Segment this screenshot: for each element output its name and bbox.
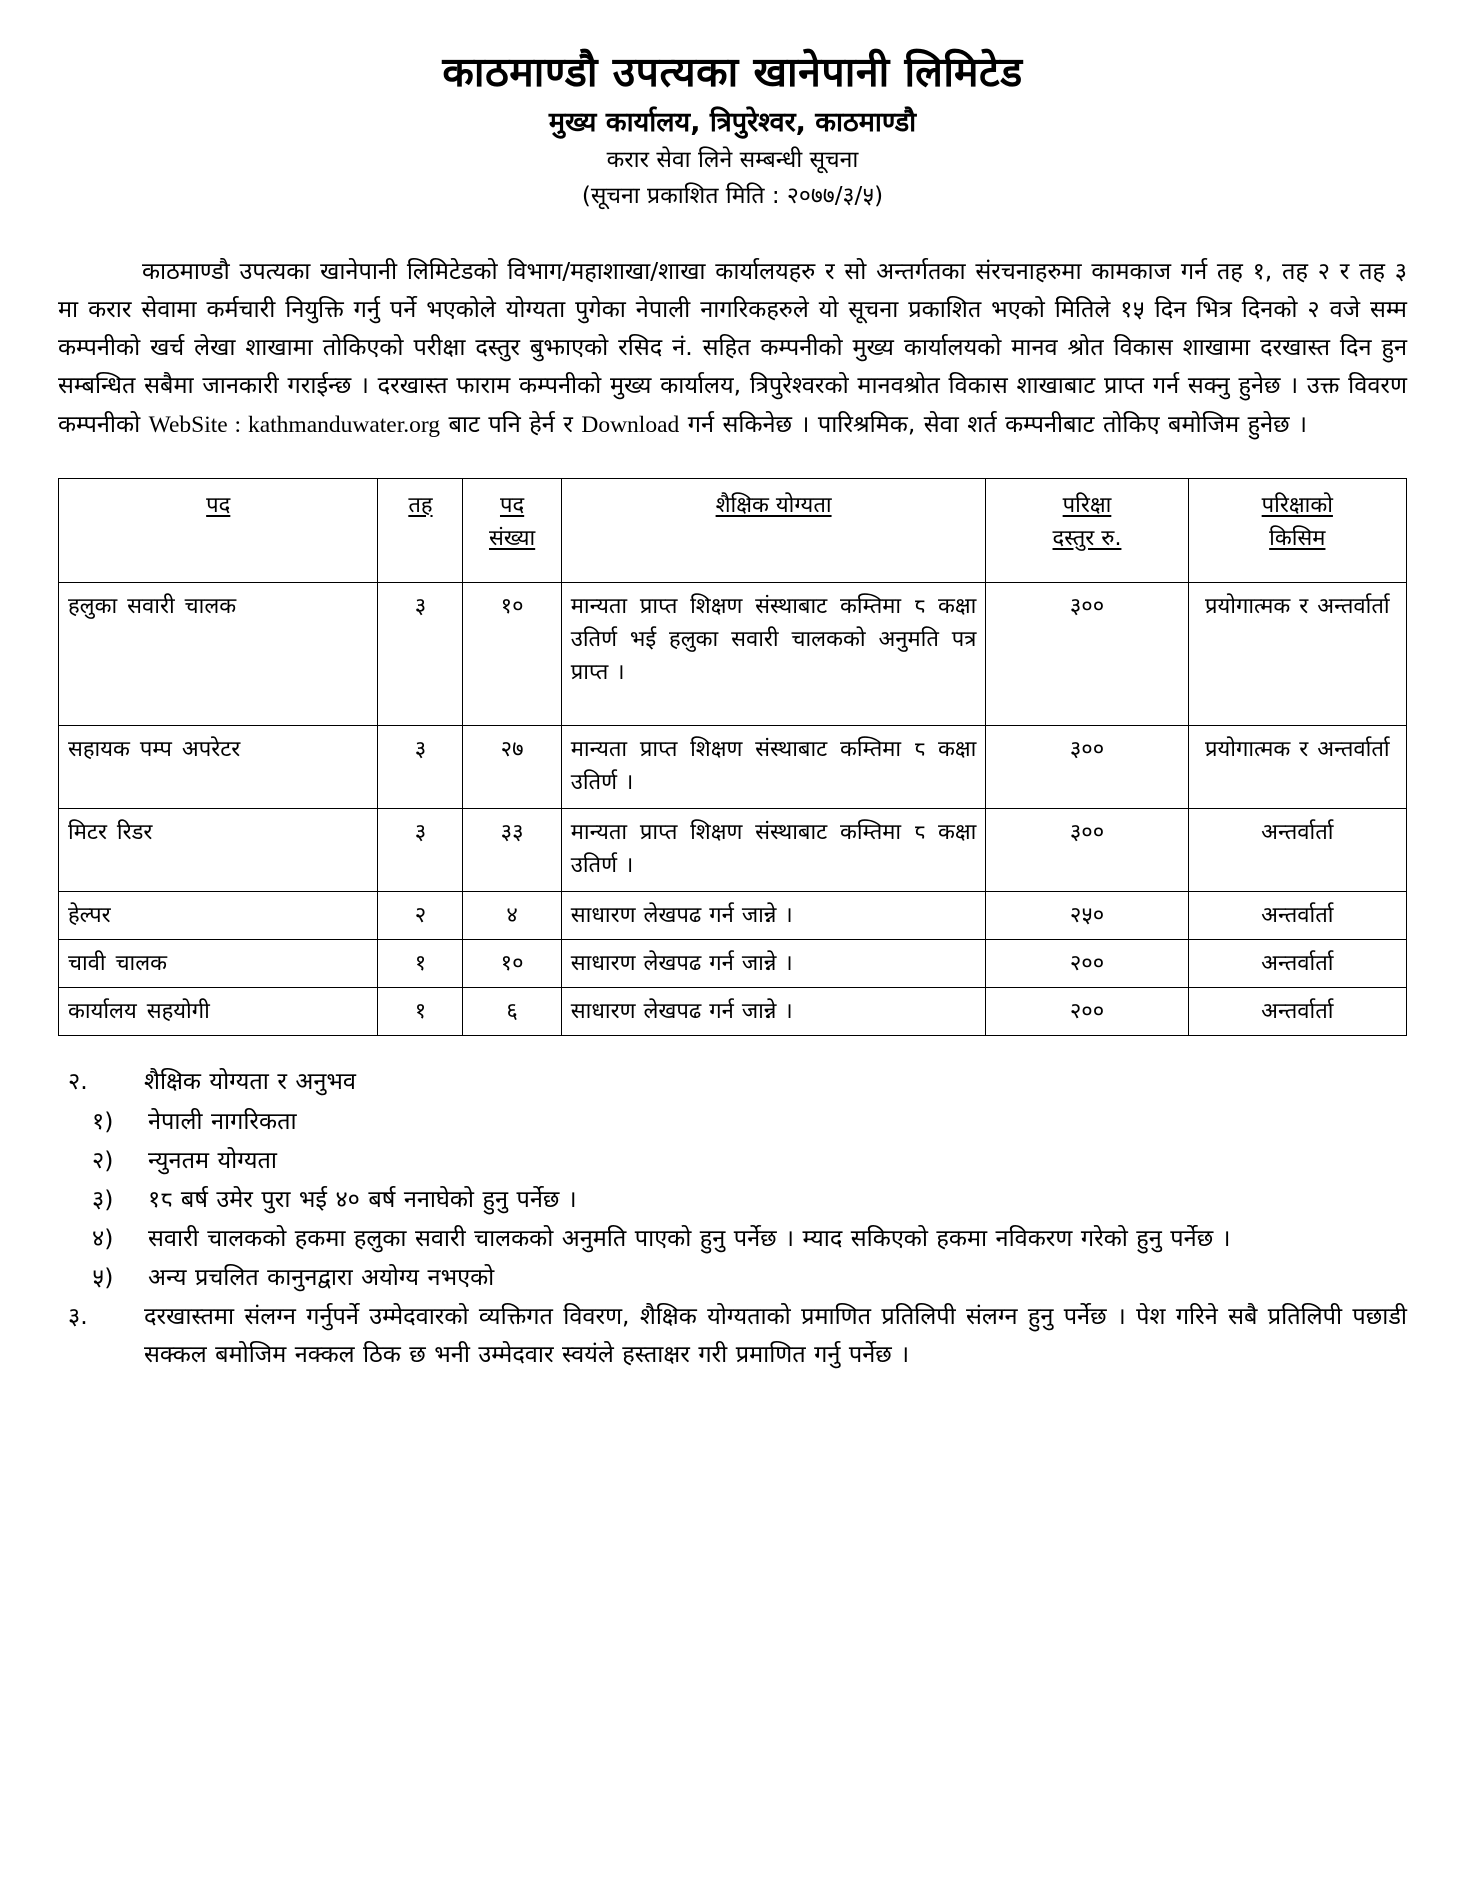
header-post-count: [463, 478, 561, 582]
clause-text: शैक्षिक योग्यता र अनुभव: [144, 1066, 356, 1095]
document-header: [58, 48, 1407, 212]
cell-qualification: साधारण लेखपढ गर्न जान्ने ।: [561, 987, 986, 1035]
header-qualification-label: शैक्षिक योग्यता: [715, 492, 832, 518]
vacancy-table-header: [59, 478, 1407, 582]
cell-post: सहायक पम्प अपरेटर: [59, 725, 378, 808]
sub-clause-number: २): [92, 1145, 114, 1174]
table-header-row: [59, 478, 1407, 582]
cell-level: १: [378, 939, 463, 987]
sub-clause-text: १८ बर्ष उमेर पुरा भई ४० बर्ष ननाघेको हुनु पर्नेछ ।: [148, 1184, 577, 1213]
clause-number: २.: [68, 1066, 88, 1095]
cell-level: ३: [378, 808, 463, 891]
sub-clause-number: ३): [92, 1184, 114, 1213]
header-exam-type-line1: परिक्षाको: [1261, 492, 1333, 518]
cell-exam-type: प्रयोगात्मक र अन्तर्वार्ता: [1188, 725, 1406, 808]
cell-post-count: १०: [463, 582, 561, 725]
head-office-line: मुख्य कार्यालय, त्रिपुरेश्वर, काठमाण्डौ: [548, 107, 917, 139]
sub-clause-text: न्युनतम योग्यता: [148, 1145, 277, 1174]
header-post-count-line1: पद: [499, 492, 525, 518]
intro-text-part-1: काठमाण्डौ उपत्यका खानेपानी लिमिटेडको विभाग/महाशाखा/शाखा कार्यालयहरु र सो अन्तर्गतका संरचनाहरुमा कामकाज गर्न तह १, तह २ र तह ३ मा करार सेवामा कर्मचारी नियुक्ति गर्नु पर्ने भएकोले योग्यता पुगेका नेपाली नागरिकहरुले यो सूचना प्रकाशित भएको मितिले १५ दिन भित्र दिनको २ वजे सम्म कम्पनीको खर्च लेखा शाखामा तोकिएको परीक्षा दस्तुर बुझाएको रसिद नं. सहित कम्पनीको मुख्य कार्यालयको मानव श्रोत विकास शाखामा दरखास्त दिन हुन सम्बन्धित सबैमा जानकारी गराईन्छ । दरखास्त फाराम कम्पनीको मुख्य कार्यालय, त्रिपुरेश्वरको मानवश्रोत विकास शाखाबाट प्राप्त गर्न सक्नु हुनेछ । उक्त विवरण कम्पनीको: [58, 257, 1407, 438]
cell-qualification: साधारण लेखपढ गर्न जान्ने ।: [561, 891, 986, 939]
cell-qualification: साधारण लेखपढ गर्न जान्ने ।: [561, 939, 986, 987]
header-qualification: [561, 478, 986, 582]
intro-paragraph: [58, 252, 1407, 443]
website-link-text: WebSite : kathmanduwater.org: [148, 411, 441, 438]
cell-post-count: २७: [463, 725, 561, 808]
clause-item-2: [58, 1062, 1407, 1100]
cell-post: मिटर रिडर: [59, 808, 378, 891]
clause-2-sub-list: [58, 1102, 1407, 1296]
header-exam-type: [1188, 478, 1406, 582]
cell-exam-fee: २००: [986, 939, 1188, 987]
sub-clause-item: [58, 1102, 1407, 1140]
sub-clause-item: [58, 1258, 1407, 1296]
header-exam-fee-line1: परिक्षा: [1062, 492, 1112, 518]
cell-level: ३: [378, 725, 463, 808]
cell-exam-type: अन्तर्वार्ता: [1188, 987, 1406, 1035]
cell-qualification: मान्यता प्राप्त शिक्षण संस्थाबाट कम्तिमा ८ कक्षा उतिर्ण भई हलुका सवारी चालकको अनुमति पत्र प्राप्त ।: [561, 582, 986, 725]
sub-clause-item: [58, 1141, 1407, 1179]
sub-clause-number: १): [92, 1106, 114, 1135]
table-row: [59, 891, 1407, 939]
cell-exam-fee: ३००: [986, 725, 1188, 808]
cell-exam-fee: २५०: [986, 891, 1188, 939]
header-exam-fee: [986, 478, 1188, 582]
cell-exam-type: अन्तर्वार्ता: [1188, 808, 1406, 891]
cell-exam-fee: ३००: [986, 582, 1188, 725]
cell-post: चावी चालक: [59, 939, 378, 987]
header-post: [59, 478, 378, 582]
cell-post-count: ६: [463, 987, 561, 1035]
sub-clause-number: ५): [92, 1262, 114, 1291]
table-row: [59, 939, 1407, 987]
intro-text-part-2: बाट पनि हेर्न र: [440, 409, 582, 438]
table-row: [59, 582, 1407, 725]
intro-text-part-3: गर्न सकिनेछ । पारिश्रमिक, सेवा शर्त कम्पनीबाट तोकिए बमोजिम हुनेछ ।: [679, 409, 1308, 438]
sub-clause-text: अन्य प्रचलित कानुनद्वारा अयोग्य नभएको: [148, 1262, 495, 1291]
cell-qualification: मान्यता प्राप्त शिक्षण संस्थाबाट कम्तिमा ८ कक्षा उतिर्ण ।: [561, 808, 986, 891]
download-word: Download: [581, 411, 680, 438]
header-post-count-line2: संख्या: [488, 525, 536, 551]
cell-exam-fee: ३००: [986, 808, 1188, 891]
notice-kind-line: करार सेवा लिने सम्बन्धी सूचना: [606, 147, 859, 174]
cell-post-count: ४: [463, 891, 561, 939]
published-date-line: (सूचना प्रकाशित मिति : २०७७/३/५): [581, 183, 884, 210]
cell-exam-type: अन्तर्वार्ता: [1188, 891, 1406, 939]
cell-level: १: [378, 987, 463, 1035]
vacancy-table-body: [59, 582, 1407, 1035]
cell-exam-fee: २००: [986, 987, 1188, 1035]
cell-exam-type: अन्तर्वार्ता: [1188, 939, 1406, 987]
organization-title: काठमाण्डौ उपत्यका खानेपानी लिमिटेड: [442, 48, 1023, 96]
header-post-label: पद: [206, 492, 231, 518]
cell-qualification: मान्यता प्राप्त शिक्षण संस्थाबाट कम्तिमा ८ कक्षा उतिर्ण ।: [561, 725, 986, 808]
header-exam-type-line2: किसिम: [1269, 525, 1326, 551]
clause-item-3: [58, 1297, 1407, 1373]
header-level-label: तह: [408, 492, 433, 518]
clause-list: [58, 1062, 1407, 1374]
cell-post-count: ३३: [463, 808, 561, 891]
table-row: [59, 725, 1407, 808]
cell-post: हेल्पर: [59, 891, 378, 939]
cell-exam-type: प्रयोगात्मक र अन्तर्वार्ता: [1188, 582, 1406, 725]
table-row: [59, 808, 1407, 891]
clause-text: दरखास्तमा संलग्न गर्नुपर्ने उम्मेदवारको व्यक्तिगत विवरण, शैक्षिक योग्यताको प्रमाणित प्रतिलिपी संलग्न हुनु पर्नेछ । पेश गरिने सबै प्रतिलिपी पछाडी सक्कल बमोजिम नक्कल ठिक छ भनी उम्मेदवार स्वयंले हस्ताक्षर गरी प्रमाणित गर्नु पर्नेछ ।: [144, 1301, 1407, 1368]
sub-clause-item: [58, 1180, 1407, 1218]
cell-post-count: १०: [463, 939, 561, 987]
sub-clause-text: सवारी चालकको हकमा हलुका सवारी चालकको अनुमति पाएको हुनु पर्नेछ । म्याद सकिएको हकमा नविकरण गरेको हुनु पर्नेछ ।: [148, 1223, 1231, 1252]
sub-clause-item: [58, 1219, 1407, 1257]
header-level: [378, 478, 463, 582]
cell-level: ३: [378, 582, 463, 725]
cell-post: हलुका सवारी चालक: [59, 582, 378, 725]
header-exam-fee-line2: दस्तुर रु.: [1052, 525, 1122, 551]
cell-post: कार्यालय सहयोगी: [59, 987, 378, 1035]
sub-clause-number: ४): [92, 1223, 114, 1252]
table-row: [59, 987, 1407, 1035]
sub-clause-text: नेपाली नागरिकता: [148, 1106, 297, 1135]
clause-number: ३.: [68, 1301, 88, 1330]
vacancy-table: [58, 478, 1407, 1036]
cell-level: २: [378, 891, 463, 939]
